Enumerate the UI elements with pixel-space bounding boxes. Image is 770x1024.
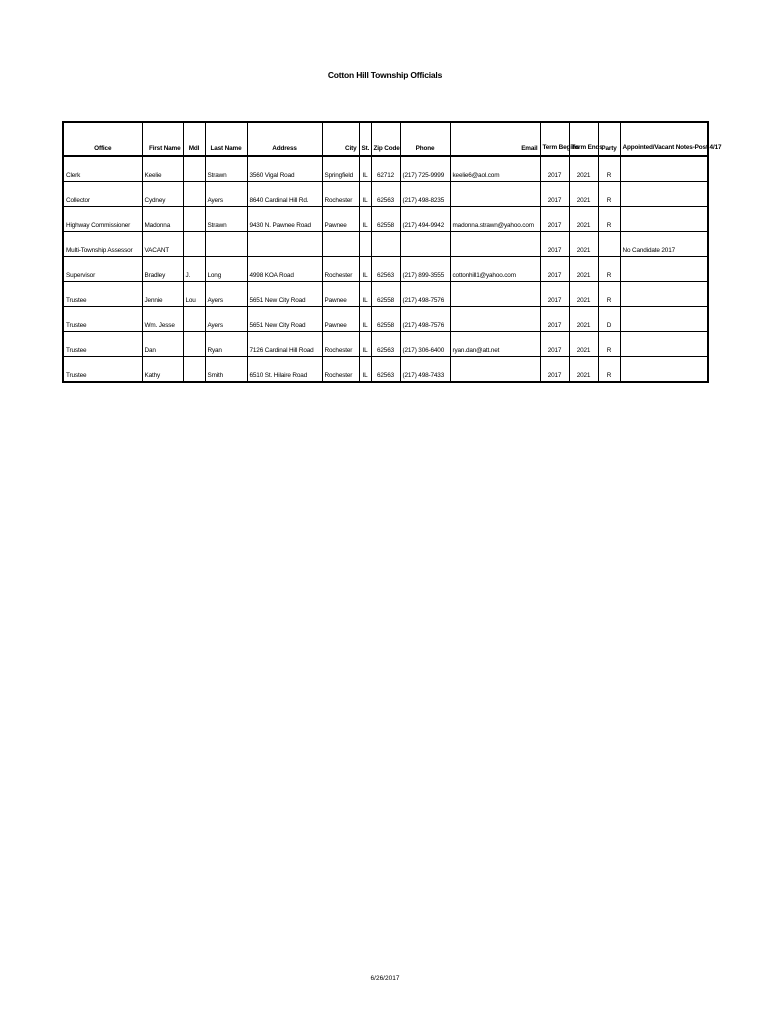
cell-term-begins: 2017 — [540, 156, 569, 182]
officials-table-body — [63, 156, 708, 382]
cell-mdl — [183, 307, 205, 332]
cell-mdl — [183, 182, 205, 207]
officials-table — [62, 121, 722, 383]
cell-party: D — [598, 307, 620, 332]
cell-last-name: Ayers — [205, 307, 247, 332]
cell-zip: 62558 — [371, 207, 400, 232]
cell-term-begins: 2017 — [540, 232, 569, 257]
cell-st: IL — [359, 207, 371, 232]
cell-phone: (217) 494-9942 — [400, 207, 450, 232]
cell-city: Springfield — [322, 156, 359, 182]
cell-email — [450, 182, 540, 207]
cell-first-name: VACANT — [142, 232, 183, 257]
cell-zip: 62558 — [371, 282, 400, 307]
cell-mdl — [183, 357, 205, 383]
cell-party — [598, 232, 620, 257]
cell-party: R — [598, 332, 620, 357]
cell-term-begins: 2017 — [540, 207, 569, 232]
cell-office: Trustee — [63, 307, 142, 332]
table-row — [63, 357, 708, 383]
header-email: Email — [450, 122, 540, 156]
cell-mdl — [183, 332, 205, 357]
cell-party: R — [598, 156, 620, 182]
cell-mdl: J. — [183, 257, 205, 282]
cell-city: Pawnee — [322, 307, 359, 332]
table-row — [63, 207, 708, 232]
cell-term-begins: 2017 — [540, 357, 569, 383]
header-term-ends: Term Ends — [569, 122, 598, 156]
cell-notes — [620, 207, 708, 232]
cell-st: IL — [359, 332, 371, 357]
header-last-name: Last Name — [205, 122, 247, 156]
cell-first-name: Wm. Jesse — [142, 307, 183, 332]
cell-term-ends: 2021 — [569, 207, 598, 232]
cell-mdl — [183, 207, 205, 232]
cell-zip: 62563 — [371, 182, 400, 207]
header-notes: Appointed/Vacant Notes-Post 4/17 — [620, 122, 708, 156]
cell-term-ends: 2021 — [569, 232, 598, 257]
cell-email — [450, 232, 540, 257]
table-row — [63, 307, 708, 332]
cell-st: IL — [359, 156, 371, 182]
header-row — [63, 122, 708, 156]
cell-mdl: Lou — [183, 282, 205, 307]
cell-term-begins: 2017 — [540, 282, 569, 307]
cell-st: IL — [359, 182, 371, 207]
cell-city: Rochester — [322, 332, 359, 357]
cell-term-ends: 2021 — [569, 332, 598, 357]
cell-st: IL — [359, 282, 371, 307]
table-row — [63, 182, 708, 207]
cell-term-ends: 2021 — [569, 257, 598, 282]
cell-city: Rochester — [322, 257, 359, 282]
cell-term-begins: 2017 — [540, 182, 569, 207]
cell-first-name: Dan — [142, 332, 183, 357]
cell-address: 7126 Cardinal Hill Road — [247, 332, 322, 357]
header-st: St. — [359, 122, 371, 156]
cell-first-name: Keelie — [142, 156, 183, 182]
cell-address: 5651 New City Road — [247, 282, 322, 307]
cell-address: 4998 KOA Road — [247, 257, 322, 282]
cell-last-name: Long — [205, 257, 247, 282]
cell-st: IL — [359, 357, 371, 383]
cell-last-name — [205, 232, 247, 257]
cell-mdl — [183, 232, 205, 257]
cell-phone: (217) 306-6400 — [400, 332, 450, 357]
header-party: Party — [598, 122, 620, 156]
header-address: Address — [247, 122, 322, 156]
header-zip: Zip Code — [371, 122, 400, 156]
cell-last-name: Smith — [205, 357, 247, 383]
cell-term-ends: 2021 — [569, 307, 598, 332]
cell-phone: (217) 725-9999 — [400, 156, 450, 182]
cell-city — [322, 232, 359, 257]
cell-address: 6510 St. Hilaire Road — [247, 357, 322, 383]
header-first-name: First Name — [142, 122, 183, 156]
cell-email — [450, 282, 540, 307]
header-mdl: Mdl — [183, 122, 205, 156]
cell-st — [359, 232, 371, 257]
header-city: City — [322, 122, 359, 156]
cell-last-name: Ayers — [205, 282, 247, 307]
cell-notes — [620, 182, 708, 207]
table-row — [63, 332, 708, 357]
cell-term-ends: 2021 — [569, 357, 598, 383]
cell-phone: (217) 498-7576 — [400, 307, 450, 332]
cell-zip: 62558 — [371, 307, 400, 332]
footer-date: 6/26/2017 — [370, 975, 400, 982]
cell-address: 3560 Vigal Road — [247, 156, 322, 182]
cell-notes: No Candidate 2017 — [620, 232, 708, 257]
cell-email: cottonhill1@yahoo.com — [450, 257, 540, 282]
cell-last-name: Ayers — [205, 182, 247, 207]
cell-mdl — [183, 156, 205, 182]
header-office: Office — [63, 122, 142, 156]
cell-term-ends: 2021 — [569, 182, 598, 207]
cell-first-name: Bradley — [142, 257, 183, 282]
cell-term-ends: 2021 — [569, 282, 598, 307]
cell-city: Pawnee — [322, 207, 359, 232]
cell-term-ends: 2021 — [569, 156, 598, 182]
cell-last-name: Strawn — [205, 207, 247, 232]
cell-zip: 62563 — [371, 357, 400, 383]
table-row — [63, 282, 708, 307]
cell-notes — [620, 307, 708, 332]
cell-phone: (217) 498-8235 — [400, 182, 450, 207]
cell-last-name: Strawn — [205, 156, 247, 182]
cell-address: 5651 New City Road — [247, 307, 322, 332]
cell-office: Highway Commissioner — [63, 207, 142, 232]
table-row — [63, 257, 708, 282]
cell-term-begins: 2017 — [540, 332, 569, 357]
cell-last-name: Ryan — [205, 332, 247, 357]
cell-email: ryan.dan@att.net — [450, 332, 540, 357]
document-title: Cotton Hill Township Officials — [327, 70, 443, 80]
cell-zip: 62563 — [371, 257, 400, 282]
cell-address: 9430 N. Pawnee Road — [247, 207, 322, 232]
cell-st: IL — [359, 307, 371, 332]
table-row — [63, 156, 708, 182]
cell-phone: (217) 899-3555 — [400, 257, 450, 282]
cell-term-begins: 2017 — [540, 257, 569, 282]
table-row — [63, 232, 708, 257]
cell-phone: (217) 498-7576 — [400, 282, 450, 307]
cell-zip: 62563 — [371, 332, 400, 357]
cell-party: R — [598, 357, 620, 383]
cell-notes — [620, 332, 708, 357]
cell-email — [450, 307, 540, 332]
cell-first-name: Cydney — [142, 182, 183, 207]
cell-notes — [620, 156, 708, 182]
cell-city: Pawnee — [322, 282, 359, 307]
cell-office: Multi-Township Assessor — [63, 232, 142, 257]
header-term-begins: Term Begins — [540, 122, 569, 156]
cell-party: R — [598, 207, 620, 232]
cell-phone: (217) 498-7433 — [400, 357, 450, 383]
cell-email: madonna.strawn@yahoo.com — [450, 207, 540, 232]
cell-office: Trustee — [63, 282, 142, 307]
cell-term-begins: 2017 — [540, 307, 569, 332]
cell-email: keelie6@aol.com — [450, 156, 540, 182]
cell-office: Clerk — [63, 156, 142, 182]
cell-phone — [400, 232, 450, 257]
cell-first-name: Madonna — [142, 207, 183, 232]
cell-address — [247, 232, 322, 257]
cell-party: R — [598, 282, 620, 307]
cell-office: Trustee — [63, 357, 142, 383]
cell-first-name: Jennie — [142, 282, 183, 307]
cell-notes — [620, 357, 708, 383]
cell-city: Rochester — [322, 357, 359, 383]
cell-notes — [620, 282, 708, 307]
cell-office: Trustee — [63, 332, 142, 357]
cell-address: 8640 Cardinal Hill Rd. — [247, 182, 322, 207]
cell-office: Supervisor — [63, 257, 142, 282]
cell-city: Rochester — [322, 182, 359, 207]
cell-zip: 62712 — [371, 156, 400, 182]
header-phone: Phone — [400, 122, 450, 156]
cell-st: IL — [359, 257, 371, 282]
cell-zip — [371, 232, 400, 257]
cell-email — [450, 357, 540, 383]
cell-notes — [620, 257, 708, 282]
cell-party: R — [598, 182, 620, 207]
cell-party: R — [598, 257, 620, 282]
cell-office: Collector — [63, 182, 142, 207]
cell-first-name: Kathy — [142, 357, 183, 383]
